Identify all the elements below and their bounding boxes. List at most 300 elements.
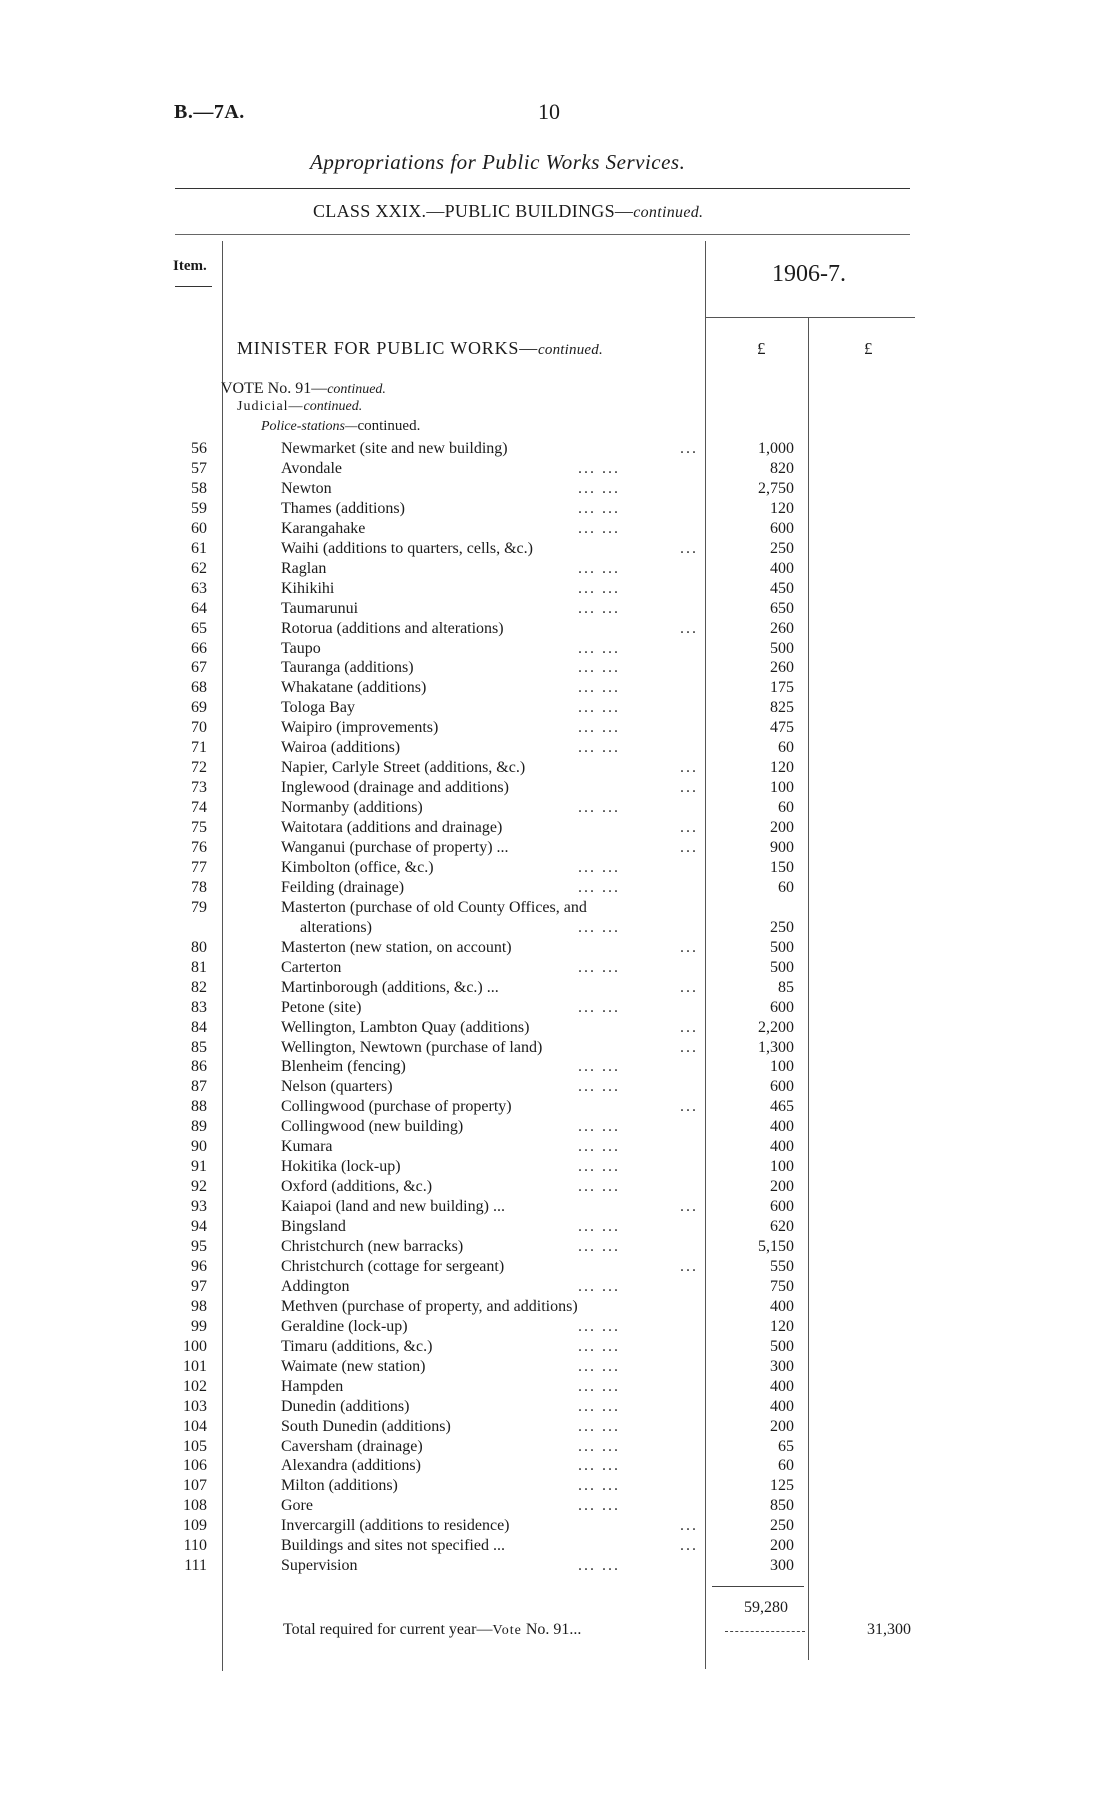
item-amount: 650 xyxy=(770,599,794,617)
table-row xyxy=(0,1456,1114,1476)
item-amount: 60 xyxy=(778,1457,794,1475)
item-number: 105 xyxy=(183,1437,207,1455)
table-row xyxy=(0,559,1114,579)
table-row xyxy=(0,619,1114,639)
item-amount: 120 xyxy=(770,1317,794,1335)
item-number: 93 xyxy=(191,1198,207,1216)
table-row xyxy=(0,1137,1114,1157)
item-description: Raglan xyxy=(281,559,327,577)
item-number: 75 xyxy=(191,819,207,837)
item-number: 61 xyxy=(191,539,207,557)
leader-dots: ... xyxy=(680,539,698,557)
judicial-heading-suffix: continued. xyxy=(303,399,363,414)
item-amount: 750 xyxy=(770,1277,794,1295)
table-row xyxy=(0,1297,1114,1317)
table-row xyxy=(0,1377,1114,1397)
item-amount: 65 xyxy=(778,1437,794,1455)
leader-dots: ... xyxy=(680,759,698,777)
item-description: Collingwood (purchase of property) xyxy=(281,1098,512,1116)
item-description: Invercargill (additions to residence) xyxy=(281,1517,510,1535)
leader-dots: ... xyxy=(680,1098,698,1116)
total-label-end: No. 91... xyxy=(521,1621,582,1638)
table-row xyxy=(0,1077,1114,1097)
item-description: Waimate (new station) xyxy=(281,1357,426,1375)
table-row xyxy=(0,678,1114,698)
leader-dots: ... ... xyxy=(578,958,620,976)
item-amount: 100 xyxy=(770,1158,794,1176)
item-description: Timaru (additions, &c.) xyxy=(281,1337,433,1355)
item-amount: 500 xyxy=(770,938,794,956)
item-description: Kumara xyxy=(281,1138,333,1156)
item-number: 70 xyxy=(191,719,207,737)
leader-dots: ... xyxy=(680,440,698,457)
item-description: Milton (additions) xyxy=(281,1477,398,1495)
item-number: 92 xyxy=(191,1178,207,1196)
table-row xyxy=(0,459,1114,479)
item-number: 109 xyxy=(183,1517,207,1535)
item-description: Alexandra (additions) xyxy=(281,1457,421,1475)
leader-dots: ... ... xyxy=(578,479,620,497)
item-description: Bingsland xyxy=(281,1218,346,1236)
item-number: 80 xyxy=(191,938,207,956)
item-number: 72 xyxy=(191,759,207,777)
item-description: Thames (additions) xyxy=(281,499,405,517)
item-number: 60 xyxy=(191,519,207,537)
leader-dots: ... ... xyxy=(578,1477,620,1495)
item-number: 66 xyxy=(191,639,207,657)
leader-dots: ... ... xyxy=(578,659,620,677)
item-number: 103 xyxy=(183,1397,207,1415)
item-number: 62 xyxy=(191,559,207,577)
item-description: Addington xyxy=(281,1277,350,1295)
item-number: 99 xyxy=(191,1317,207,1335)
currency-symbol-2: £ xyxy=(864,339,873,358)
item-header-underline xyxy=(175,286,212,287)
table-row xyxy=(0,1337,1114,1357)
item-description: Taumarunui xyxy=(281,599,359,617)
table-row xyxy=(0,1097,1114,1117)
table-row xyxy=(0,519,1114,539)
item-number: 56 xyxy=(191,440,207,457)
judicial-heading-main: Judicial— xyxy=(237,399,304,414)
leader-dots: ... ... xyxy=(578,1557,620,1575)
item-amount: 600 xyxy=(770,1078,794,1096)
leader-dots: ... ... xyxy=(578,1337,620,1355)
item-description: Nelson (quarters) xyxy=(281,1078,393,1096)
leader-dots: ... ... xyxy=(578,679,620,697)
leader-dots: ... ... xyxy=(578,1397,620,1415)
table-row xyxy=(0,1317,1114,1337)
item-number: 107 xyxy=(183,1477,207,1495)
item-amount: 200 xyxy=(770,1417,794,1435)
item-amount: 300 xyxy=(770,1557,794,1575)
table-row xyxy=(0,639,1114,659)
item-amount: 600 xyxy=(770,1198,794,1216)
leader-dots: ... ... xyxy=(578,739,620,757)
table-row xyxy=(0,878,1114,898)
leader-dots: ... ... xyxy=(578,1238,620,1255)
item-amount: 825 xyxy=(770,699,794,717)
item-number: 79 xyxy=(191,898,207,916)
grand-total-amount: 31,300 xyxy=(867,1621,911,1638)
item-number: 69 xyxy=(191,699,207,717)
item-description: Wanganui (purchase of property) ... xyxy=(281,839,509,856)
table-row xyxy=(0,1237,1114,1257)
table-row xyxy=(0,1257,1114,1277)
item-number: 104 xyxy=(183,1417,207,1435)
leader-dots: ... ... xyxy=(578,1377,620,1395)
item-number: 71 xyxy=(191,739,207,757)
table-row xyxy=(0,938,1114,958)
item-description: Karangahake xyxy=(281,519,366,537)
leader-dots: ... xyxy=(680,1257,698,1275)
item-description: Waipiro (improvements) xyxy=(281,719,439,737)
document-reference: B.—7A. xyxy=(174,101,245,123)
vote-heading-suffix: continued. xyxy=(327,382,386,397)
table-top-rule xyxy=(175,234,910,235)
item-amount: 400 xyxy=(770,1118,794,1136)
table-row xyxy=(0,998,1114,1018)
year-column-header: 1906-7. xyxy=(772,261,846,287)
item-amount: 900 xyxy=(770,839,794,856)
item-description: South Dunedin (additions) xyxy=(281,1417,451,1435)
item-number: 59 xyxy=(191,499,207,517)
table-row xyxy=(0,1437,1114,1457)
leader-dots: ... xyxy=(680,938,698,956)
item-amount: 250 xyxy=(770,539,794,557)
item-number: 85 xyxy=(191,1038,207,1056)
table-row xyxy=(0,1536,1114,1556)
item-amount: 600 xyxy=(770,998,794,1016)
leader-dots: ... ... xyxy=(578,639,620,657)
table-row xyxy=(0,1516,1114,1536)
item-amount: 620 xyxy=(770,1218,794,1236)
item-description: Methven (purchase of property, and additions) xyxy=(281,1297,578,1315)
class-heading-main: CLASS XXIX.—PUBLIC BUILDINGS— xyxy=(313,201,634,221)
item-amount: 500 xyxy=(770,958,794,976)
total-dash-rule xyxy=(725,1631,805,1632)
item-description: Waitotara (additions and drainage) xyxy=(281,819,503,837)
total-label-vote: Vote xyxy=(492,1623,522,1638)
item-number: 82 xyxy=(191,978,207,996)
police-stations-heading xyxy=(261,418,420,435)
item-description: Avondale xyxy=(281,459,343,477)
leader-dots: ... ... xyxy=(578,1158,620,1176)
leader-dots: ... xyxy=(680,1018,698,1036)
item-number: 67 xyxy=(191,659,207,677)
item-description: Hampden xyxy=(281,1377,344,1395)
leader-dots: ... xyxy=(680,1517,698,1535)
item-amount: 300 xyxy=(770,1357,794,1375)
item-amount: 1,300 xyxy=(758,1038,794,1056)
leader-dots: ... ... xyxy=(578,1138,620,1156)
item-description: Whakatane (additions) xyxy=(281,679,427,697)
item-description: Geraldine (lock-up) xyxy=(281,1317,408,1335)
table-row xyxy=(0,1057,1114,1077)
item-number: 84 xyxy=(191,1018,207,1036)
leader-dots: ... xyxy=(680,839,698,856)
table-row xyxy=(0,499,1114,519)
item-amount: 60 xyxy=(778,739,794,757)
table-row xyxy=(0,1476,1114,1496)
item-number: 91 xyxy=(191,1158,207,1176)
table-row xyxy=(0,758,1114,778)
leader-dots: ... xyxy=(680,978,698,996)
judicial-heading xyxy=(237,399,362,415)
item-amount: 400 xyxy=(770,559,794,577)
item-description: Petone (site) xyxy=(281,998,362,1016)
subtotal-amount: 59,280 xyxy=(744,1599,788,1616)
item-number: 86 xyxy=(191,1058,207,1076)
vote-heading xyxy=(221,380,386,398)
table-row xyxy=(0,1157,1114,1177)
item-amount: 2,200 xyxy=(758,1018,794,1036)
table-row xyxy=(0,958,1114,978)
item-number: 98 xyxy=(191,1297,207,1315)
leader-dots: ... ... xyxy=(578,459,620,477)
leader-dots: ... ... xyxy=(578,1058,620,1076)
table-row xyxy=(0,1217,1114,1237)
item-number: 64 xyxy=(191,599,207,617)
table-row xyxy=(0,718,1114,738)
leader-dots: ... ... xyxy=(578,1437,620,1455)
class-heading xyxy=(313,201,703,222)
item-description: Masterton (purchase of old County Offices, and xyxy=(281,898,587,916)
item-number: 73 xyxy=(191,779,207,797)
item-description: Dunedin (additions) xyxy=(281,1397,410,1415)
table-row xyxy=(0,1038,1114,1058)
item-amount: 400 xyxy=(770,1297,794,1315)
item-number: 63 xyxy=(191,579,207,597)
leader-dots: ... ... xyxy=(578,918,620,936)
item-number: 101 xyxy=(183,1357,207,1375)
item-number: 96 xyxy=(191,1257,207,1275)
item-amount: 475 xyxy=(770,719,794,737)
leader-dots: ... ... xyxy=(578,878,620,896)
leader-dots: ... ... xyxy=(578,499,620,517)
item-number: 108 xyxy=(183,1497,207,1515)
item-number: 68 xyxy=(191,679,207,697)
table-row xyxy=(0,1556,1114,1576)
leader-dots: ... ... xyxy=(578,1317,620,1335)
table-row xyxy=(0,978,1114,998)
item-number: 58 xyxy=(191,479,207,497)
item-description: Newton xyxy=(281,479,332,497)
item-description: Blenheim (fencing) xyxy=(281,1058,406,1076)
header-rule xyxy=(175,188,910,189)
item-description: Tologa Bay xyxy=(281,699,355,717)
class-heading-suffix: continued. xyxy=(633,204,704,221)
leader-dots: ... ... xyxy=(578,1218,620,1236)
table-row xyxy=(0,1197,1114,1217)
item-number: 57 xyxy=(191,459,207,477)
item-description: Oxford (additions, &c.) xyxy=(281,1178,433,1196)
item-column-header: Item. xyxy=(173,258,207,274)
leader-dots: ... xyxy=(680,619,698,637)
item-amount: 250 xyxy=(770,1517,794,1535)
item-amount: 125 xyxy=(770,1477,794,1495)
item-description: Gore xyxy=(281,1497,313,1515)
item-amount: 260 xyxy=(770,659,794,677)
item-description: Collingwood (new building) xyxy=(281,1118,464,1136)
currency-symbol-1: £ xyxy=(757,339,766,358)
leader-dots: ... ... xyxy=(578,1457,620,1475)
table-row xyxy=(0,918,1114,938)
item-number: 78 xyxy=(191,878,207,896)
item-amount: 500 xyxy=(770,1337,794,1355)
item-amount: 60 xyxy=(778,878,794,896)
item-description-continued: alterations) xyxy=(300,918,372,936)
leader-dots: ... ... xyxy=(578,1118,620,1136)
table-row xyxy=(0,658,1114,678)
page-number: 10 xyxy=(538,99,560,124)
item-amount: 550 xyxy=(770,1257,794,1275)
item-amount: 820 xyxy=(770,459,794,477)
item-number: 81 xyxy=(191,958,207,976)
item-description: Christchurch (cottage for sergeant) xyxy=(281,1257,505,1275)
item-number: 76 xyxy=(191,839,207,856)
item-description: Waihi (additions to quarters, cells, &c.) xyxy=(281,539,533,557)
minister-heading xyxy=(237,338,603,359)
item-number: 106 xyxy=(183,1457,207,1475)
item-description: Normanby (additions) xyxy=(281,799,423,817)
table-row xyxy=(0,818,1114,838)
table-row xyxy=(0,599,1114,619)
item-amount: 100 xyxy=(770,1058,794,1076)
item-number: 87 xyxy=(191,1078,207,1096)
item-amount: 1,000 xyxy=(758,440,794,457)
police-heading-main: Police-stations— xyxy=(261,419,358,434)
item-description: Wellington, Lambton Quay (additions) xyxy=(281,1018,530,1036)
item-amount: 400 xyxy=(770,1138,794,1156)
item-description: Wairoa (additions) xyxy=(281,739,401,757)
table-row xyxy=(0,1177,1114,1197)
item-amount: 5,150 xyxy=(758,1238,794,1255)
item-number: 65 xyxy=(191,619,207,637)
item-description: Inglewood (drainage and additions) xyxy=(281,779,509,797)
item-description: Wellington, Newtown (purchase of land) xyxy=(281,1038,543,1056)
item-amount: 100 xyxy=(770,779,794,797)
table-row xyxy=(0,1357,1114,1377)
leader-dots: ... ... xyxy=(578,579,620,597)
item-amount: 850 xyxy=(770,1497,794,1515)
item-description: Rotorua (additions and alterations) xyxy=(281,619,504,637)
leader-dots: ... ... xyxy=(578,1078,620,1096)
item-description: Napier, Carlyle Street (additions, &c.) xyxy=(281,759,526,777)
table-row xyxy=(0,838,1114,858)
item-number: 90 xyxy=(191,1138,207,1156)
year-header-rule xyxy=(705,317,915,318)
leader-dots: ... ... xyxy=(578,1178,620,1196)
item-description: Tauranga (additions) xyxy=(281,659,414,677)
leader-dots: ... ... xyxy=(578,799,620,817)
vote-heading-main: VOTE No. 91— xyxy=(221,380,328,397)
item-number: 100 xyxy=(183,1337,207,1355)
item-description: Kaiapoi (land and new building) ... xyxy=(281,1198,505,1216)
leader-dots: ... ... xyxy=(578,599,620,617)
item-description: Supervision xyxy=(281,1557,358,1575)
item-description: Newmarket (site and new building) xyxy=(281,440,508,457)
item-description: Carterton xyxy=(281,958,342,976)
item-number: 88 xyxy=(191,1098,207,1116)
item-amount: 600 xyxy=(770,519,794,537)
leader-dots: ... xyxy=(680,1537,698,1555)
item-description: Feilding (drainage) xyxy=(281,878,405,896)
item-number: 83 xyxy=(191,998,207,1016)
item-amount: 2,750 xyxy=(758,479,794,497)
table-row xyxy=(0,858,1114,878)
table-row xyxy=(0,479,1114,499)
leader-dots: ... ... xyxy=(578,1417,620,1435)
item-amount: 200 xyxy=(770,1178,794,1196)
item-number: 94 xyxy=(191,1218,207,1236)
item-description: Buildings and sites not specified ... xyxy=(281,1537,505,1555)
table-row xyxy=(0,539,1114,559)
table-row xyxy=(0,698,1114,718)
item-number: 89 xyxy=(191,1118,207,1136)
leader-dots: ... ... xyxy=(578,1277,620,1295)
leader-dots: ... ... xyxy=(578,559,620,577)
leader-dots: ... xyxy=(680,1038,698,1056)
total-label-main: Total required for current year— xyxy=(283,1621,493,1638)
item-amount: 260 xyxy=(770,619,794,637)
table-row xyxy=(0,1117,1114,1137)
item-amount: 120 xyxy=(770,499,794,517)
leader-dots: ... xyxy=(680,819,698,837)
item-amount: 120 xyxy=(770,759,794,777)
item-description: Christchurch (new barracks) xyxy=(281,1238,464,1255)
subtotal-rule xyxy=(712,1586,804,1587)
item-number: 77 xyxy=(191,858,207,876)
item-amount: 500 xyxy=(770,639,794,657)
item-amount: 60 xyxy=(778,799,794,817)
table-row xyxy=(0,579,1114,599)
item-description: Martinborough (additions, &c.) ... xyxy=(281,978,499,996)
table-row xyxy=(0,439,1114,459)
minister-heading-suffix: continued. xyxy=(538,342,603,358)
table-row xyxy=(0,898,1114,918)
item-number: 102 xyxy=(183,1377,207,1395)
table-row xyxy=(0,1496,1114,1516)
item-amount: 400 xyxy=(770,1377,794,1395)
table-row xyxy=(0,738,1114,758)
item-description: Hokitika (lock-up) xyxy=(281,1158,401,1176)
item-number: 74 xyxy=(191,799,207,817)
leader-dots: ... ... xyxy=(578,1497,620,1515)
table-row xyxy=(0,1417,1114,1437)
leader-dots: ... xyxy=(680,779,698,797)
item-amount: 400 xyxy=(770,1397,794,1415)
item-amount: 450 xyxy=(770,579,794,597)
item-description: Taupo xyxy=(281,639,321,657)
page-title: Appropriations for Public Works Services. xyxy=(310,150,686,174)
table-row xyxy=(0,798,1114,818)
minister-heading-main: MINISTER FOR PUBLIC WORKS— xyxy=(237,338,539,358)
item-description: Kimbolton (office, &c.) xyxy=(281,858,434,876)
item-description: Kihikihi xyxy=(281,579,335,597)
table-row xyxy=(0,1018,1114,1038)
item-description: Masterton (new station, on account) xyxy=(281,938,512,956)
leader-dots: ... ... xyxy=(578,858,620,876)
item-amount: 175 xyxy=(770,679,794,697)
item-amount: 465 xyxy=(770,1098,794,1116)
table-row xyxy=(0,778,1114,798)
item-amount: 250 xyxy=(770,918,794,936)
item-number: 95 xyxy=(191,1238,207,1255)
item-amount: 200 xyxy=(770,1537,794,1555)
leader-dots: ... ... xyxy=(578,519,620,537)
leader-dots: ... ... xyxy=(578,699,620,717)
